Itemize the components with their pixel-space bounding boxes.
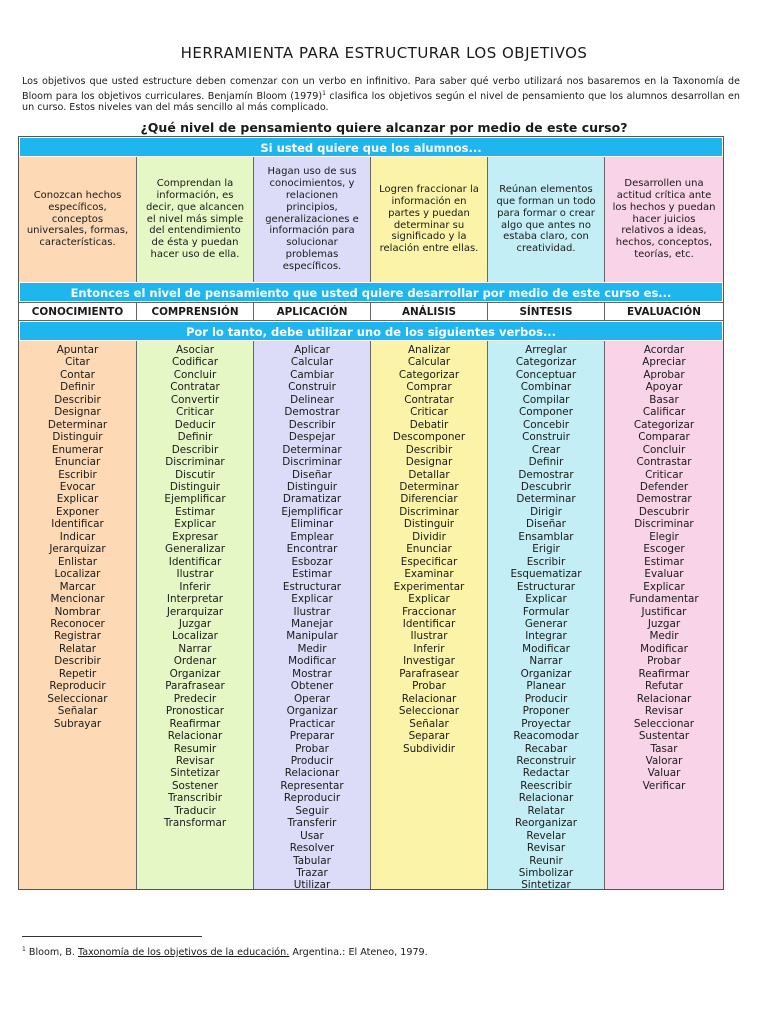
verb-item: Marcar xyxy=(59,580,96,593)
verb-item: Esbozar xyxy=(291,555,333,568)
verb-item: Sustentar xyxy=(638,730,690,743)
verb-item: Repetir xyxy=(58,667,97,680)
verb-item: Construir xyxy=(288,381,336,394)
verb-item: Compilar xyxy=(522,393,570,406)
verb-item: Ejemplificar xyxy=(164,493,226,506)
header-sintesis: SÍNTESIS xyxy=(488,302,605,321)
description-comprension: Comprendan la información, es decir, que alcancen el nivel más simple del entendimiento de ésta y puedan hacer uso de ella. xyxy=(137,157,254,282)
verb-item: Describir xyxy=(405,443,453,456)
verb-item: Revelar xyxy=(526,829,566,842)
verb-item: Integrar xyxy=(525,630,567,643)
verb-item: Manejar xyxy=(291,617,333,630)
verb-item: Formular xyxy=(522,605,570,618)
verb-item: Calcular xyxy=(407,356,451,369)
footnote-author: Bloom, B. xyxy=(25,947,78,959)
verb-item: Relacionar xyxy=(284,767,340,780)
verb-item: Enunciar xyxy=(54,456,101,469)
verb-item: Eliminar xyxy=(290,518,334,531)
guiding-question: ¿Qué nivel de pensamiento quiere alcanzar por medio de este curso? xyxy=(140,120,628,135)
footnote-book-title: Taxonomía de los objetivos de la educación. xyxy=(78,947,290,959)
description-analisis: Logren fraccionar la información en partes y puedan determinar su significado y la relación entre ellas. xyxy=(371,157,488,282)
verb-item: Pronosticar xyxy=(165,705,225,718)
header-aplicacion: APLICACIÓN xyxy=(254,302,371,321)
verb-item: Distinguir xyxy=(52,431,103,444)
verb-item: Modificar xyxy=(288,655,336,668)
footnote-reference: 1 xyxy=(322,89,326,97)
verb-item: Reconocer xyxy=(50,617,105,630)
verb-item: Reproducir xyxy=(49,680,106,693)
verb-item: Asociar xyxy=(175,344,215,356)
verb-item: Concebir xyxy=(522,418,570,431)
verb-item: Arreglar xyxy=(525,344,567,356)
verb-item: Mencionar xyxy=(50,593,105,606)
verb-item: Sintetizar xyxy=(521,879,571,892)
verb-item: Modificar xyxy=(522,642,570,655)
verbs-analisis xyxy=(371,341,488,889)
verb-item: Manipular xyxy=(286,630,338,643)
verb-item: Conceptuar xyxy=(515,368,577,381)
verb-item: Señalar xyxy=(409,717,449,730)
verb-item: Concluir xyxy=(642,443,686,456)
verb-item: Proponer xyxy=(522,705,570,718)
verb-item: Seleccionar xyxy=(47,692,108,705)
verb-item: Elegir xyxy=(649,530,679,543)
verb-item: Explicar xyxy=(525,593,567,606)
verb-item: Emplear xyxy=(290,530,334,543)
verb-item: Explicar xyxy=(174,518,216,531)
verb-item: Aplicar xyxy=(294,344,330,356)
description-evaluacion: Desarrollen una actitud crítica ante los hechos y puedan hacer juicios relativos a ideas, hechos, conceptos, teorías, etc. xyxy=(605,157,723,282)
verb-item: Preparar xyxy=(289,730,335,743)
verb-item: Contratar xyxy=(404,393,454,406)
verb-item: Identificar xyxy=(402,617,456,630)
verb-item: Crear xyxy=(531,443,561,456)
verb-item: Distinguir xyxy=(403,518,455,531)
verb-item: Proyectar xyxy=(521,717,571,730)
verb-item: Enumerar xyxy=(51,443,104,456)
header-analisis: ANÁLISIS xyxy=(371,302,488,321)
verb-item: Erigir xyxy=(532,543,560,556)
verb-item: Debatir xyxy=(409,418,449,431)
verb-item: Escribir xyxy=(526,555,566,568)
verb-item: Organizar xyxy=(286,705,338,718)
description-conocimiento: Conozcan hechos específicos, conceptos universales, formas, características. xyxy=(19,157,137,282)
page-title: HERRAMIENTA PARA ESTRUCTURAR LOS OBJETIVOS xyxy=(180,44,588,62)
verb-item: Comparar xyxy=(638,431,690,444)
intro-paragraph xyxy=(22,76,740,114)
verb-item: Resumir xyxy=(173,742,217,755)
verb-item: Reafirmar xyxy=(638,667,690,680)
verb-item: Redactar xyxy=(522,767,570,780)
verb-item: Relatar xyxy=(527,804,565,817)
verb-item: Categorizar xyxy=(515,356,577,369)
verb-item: Escoger xyxy=(643,543,685,556)
level-header-row xyxy=(19,302,723,321)
verb-item: Estructurar xyxy=(516,580,576,593)
verb-item: Narrar xyxy=(178,642,212,655)
verb-item: Describir xyxy=(54,393,101,406)
verb-item: Relacionar xyxy=(636,692,692,705)
verb-item: Seleccionar xyxy=(398,705,460,718)
verb-item: Explicar xyxy=(291,593,333,606)
verb-row xyxy=(19,341,723,892)
verb-item: Acordar xyxy=(643,344,685,356)
verb-item: Fraccionar xyxy=(402,605,456,618)
verb-item: Registrar xyxy=(53,630,102,643)
verb-item: Organizar xyxy=(520,667,572,680)
verb-item: Exponer xyxy=(56,505,99,518)
verb-item: Jerarquizar xyxy=(49,543,106,556)
verb-item: Practicar xyxy=(289,717,335,730)
verb-item: Codificar xyxy=(172,356,218,369)
verb-item: Jerarquizar xyxy=(166,605,224,618)
verb-item: Predecir xyxy=(173,692,217,705)
verb-item: Basar xyxy=(649,393,679,406)
verb-item: Calificar xyxy=(642,406,686,419)
verb-item: Juzgar xyxy=(178,617,212,630)
verb-item: Localizar xyxy=(54,568,101,581)
verb-item: Estimar xyxy=(292,568,332,581)
verb-item: Apuntar xyxy=(56,344,99,356)
verb-item: Combinar xyxy=(520,381,572,394)
verb-item: Subrayar xyxy=(53,717,102,730)
description-aplicacion: Hagan uso de sus conocimientos, y relacionen principios, generalizaciones e información para solucionar problemas específicos. xyxy=(254,157,371,282)
verb-item: Criticar xyxy=(645,468,683,481)
verb-item: Descomponer xyxy=(392,431,466,444)
verb-item: Inferir xyxy=(413,642,445,655)
verb-item: Ordenar xyxy=(173,655,217,668)
verb-item: Reproducir xyxy=(283,792,341,805)
verb-item: Traducir xyxy=(174,804,216,817)
verb-item: Revisar xyxy=(644,705,684,718)
verb-item: Enlistar xyxy=(57,555,98,568)
verb-item: Definir xyxy=(60,381,95,394)
verbs-conocimiento xyxy=(19,341,137,889)
verb-item: Reafirmar xyxy=(169,717,221,730)
verb-item: Discriminar xyxy=(399,505,459,518)
verb-item: Generar xyxy=(524,617,568,630)
intro-text-part2: clasifica los objetivos según el nivel de pensamiento que los alumnos desarrollan en un curso. Estos niveles van del más sencillo al más complicado. xyxy=(22,90,740,114)
verb-item: Determinar xyxy=(47,418,108,431)
verb-item: Relacionar xyxy=(167,730,223,743)
verb-item: Tasar xyxy=(650,742,678,755)
verb-item: Generalizar xyxy=(165,543,225,556)
verb-item: Definir xyxy=(177,431,213,444)
verb-item: Valorar xyxy=(645,754,683,767)
verb-item: Escribir xyxy=(58,468,97,481)
verb-item: Dramatizar xyxy=(282,493,342,506)
verb-item: Reacomodar xyxy=(513,730,579,743)
verb-item: Discutir xyxy=(175,468,215,481)
verb-item: Explicar xyxy=(643,580,685,593)
verb-item: Definir xyxy=(528,456,564,469)
header-conocimiento: CONOCIMIENTO xyxy=(19,302,137,321)
verb-item: Ilustrar xyxy=(410,630,448,643)
verb-item: Transcribir xyxy=(167,792,223,805)
verb-item: Estimar xyxy=(644,555,684,568)
verb-item: Ensamblar xyxy=(518,530,574,543)
verb-item: Narrar xyxy=(529,655,563,668)
verb-item: Relatar xyxy=(58,642,97,655)
footnote-number: 1 xyxy=(22,946,26,953)
verb-item: Estructurar xyxy=(282,580,342,593)
verb-item: Aprobar xyxy=(643,368,685,381)
verb-item: Medir xyxy=(297,642,327,655)
verb-item: Describir xyxy=(171,443,219,456)
band-thinking-level: Entonces el nivel de pensamiento que usted quiere desarrollar por medio de este curso es... xyxy=(19,282,723,302)
footnote-divider xyxy=(22,936,202,937)
verb-item: Discriminar xyxy=(165,456,225,469)
verb-item: Evaluar xyxy=(644,568,684,581)
verb-item: Transferir xyxy=(287,817,337,830)
verb-item: Defender xyxy=(639,480,689,493)
verb-item: Producir xyxy=(290,754,334,767)
verb-item: Discriminar xyxy=(634,518,694,531)
verb-item: Indicar xyxy=(59,530,96,543)
verb-item: Dirigir xyxy=(530,505,562,518)
verb-item: Investigar xyxy=(403,655,455,668)
verb-item: Transformar xyxy=(163,817,227,830)
bloom-taxonomy-table xyxy=(18,136,724,890)
verb-item: Concluir xyxy=(173,368,217,381)
verb-item: Relacionar xyxy=(518,792,574,805)
verb-item: Interpretar xyxy=(166,593,224,606)
verb-item: Sostener xyxy=(171,779,219,792)
verb-item: Modificar xyxy=(640,642,688,655)
verb-item: Explicar xyxy=(408,593,450,606)
verb-item: Encontrar xyxy=(286,543,338,556)
verb-item: Analizar xyxy=(408,344,450,356)
band-use-verbs: Por lo tanto, debe utilizar uno de los siguientes verbos... xyxy=(19,321,723,341)
footnote-publisher: Argentina.: El Ateneo, 1979. xyxy=(289,947,428,959)
verb-item: Seguir xyxy=(295,804,329,817)
verb-item: Contrastar xyxy=(636,456,692,469)
band-students-want: Si usted quiere que los alumnos... xyxy=(19,137,723,157)
verb-item: Juzgar xyxy=(647,617,681,630)
verb-item: Contratar xyxy=(170,381,220,394)
verb-item: Convertir xyxy=(170,393,220,406)
verb-item: Identificar xyxy=(168,555,222,568)
verb-item: Evocar xyxy=(59,480,96,493)
verb-item: Reescribir xyxy=(520,779,572,792)
verb-item: Simbolizar xyxy=(518,867,574,880)
verb-item: Designar xyxy=(405,456,453,469)
verb-item: Diseñar xyxy=(292,468,332,481)
verb-item: Nombrar xyxy=(54,605,101,618)
verb-item: Utilizar xyxy=(293,879,331,892)
verb-item: Citar xyxy=(65,356,90,369)
verb-item: Inferir xyxy=(179,580,211,593)
verbs-evaluacion xyxy=(605,341,723,889)
verb-item: Ilustrar xyxy=(293,605,331,618)
verb-item: Resolver xyxy=(289,842,335,855)
verb-item: Describir xyxy=(288,418,336,431)
verb-item: Distinguir xyxy=(286,480,338,493)
verb-item: Describir xyxy=(54,655,101,668)
verb-item: Componer xyxy=(519,406,573,419)
verb-item: Criticar xyxy=(410,406,448,419)
verb-item: Determinar xyxy=(399,480,459,493)
verb-item: Identificar xyxy=(51,518,104,531)
verb-item: Demostrar xyxy=(636,493,692,506)
verb-item: Discriminar xyxy=(282,456,342,469)
footnote xyxy=(22,946,428,958)
verb-item: Relacionar xyxy=(401,692,457,705)
verb-item: Criticar xyxy=(176,406,214,419)
verb-item: Señalar xyxy=(57,705,98,718)
verb-item: Probar xyxy=(412,680,446,693)
verb-item: Planear xyxy=(526,680,566,693)
verb-item: Detallar xyxy=(408,468,450,481)
description-sintesis: Reúnan elementos que forman un todo para formar o crear algo que antes no estaba claro, con creatividad. xyxy=(488,157,605,282)
verbs-sintesis xyxy=(488,341,605,892)
verb-item: Trazar xyxy=(296,867,328,880)
verb-item: Reunir xyxy=(529,854,563,867)
verb-item: Demostrar xyxy=(518,468,574,481)
verb-item: Deducir xyxy=(174,418,216,431)
verb-item: Reorganizar xyxy=(514,817,578,830)
verb-item: Tabular xyxy=(293,854,331,867)
verb-item: Parafrasear xyxy=(399,667,459,680)
description-row xyxy=(19,157,723,282)
verb-item: Construir xyxy=(522,431,570,444)
verb-item: Designar xyxy=(54,406,101,419)
verb-item: Especificar xyxy=(400,555,458,568)
verb-item: Delinear xyxy=(290,393,334,406)
verb-item: Apoyar xyxy=(645,381,683,394)
verb-item: Dividir xyxy=(412,530,446,543)
verb-item: Esquematizar xyxy=(510,568,582,581)
verb-item: Diseñar xyxy=(526,518,566,531)
verb-item: Usar xyxy=(300,829,324,842)
verbs-aplicacion xyxy=(254,341,371,892)
verb-item: Medir xyxy=(649,630,679,643)
verb-item: Examinar xyxy=(404,568,454,581)
verb-item: Estimar xyxy=(175,505,215,518)
verb-item: Valuar xyxy=(647,767,681,780)
verbs-comprension xyxy=(137,341,254,889)
verb-item: Justificar xyxy=(641,605,687,618)
verb-item: Reconstruir xyxy=(516,754,576,767)
header-comprension: COMPRENSIÓN xyxy=(137,302,254,321)
verb-item: Calcular xyxy=(290,356,334,369)
verb-item: Ejemplificar xyxy=(281,505,343,518)
verb-item: Descubrir xyxy=(638,505,690,518)
verb-item: Mostrar xyxy=(292,667,332,680)
verb-item: Despejar xyxy=(288,431,336,444)
verb-item: Categorizar xyxy=(633,418,695,431)
intro-text-part1: Los objetivos que usted estructure deben comenzar con un verbo en infinitivo. Para saber qué verbo utilizará nos basaremos en la Taxonomía de Bloom para los objetivos curriculares. Benjamín Bloom (1979) xyxy=(22,76,740,102)
verb-item: Ilustrar xyxy=(176,568,214,581)
verb-item: Diferenciar xyxy=(400,493,458,506)
verb-item: Seleccionar xyxy=(633,717,695,730)
verb-item: Explicar xyxy=(56,493,99,506)
verb-item: Obtener xyxy=(290,680,334,693)
verb-item: Probar xyxy=(647,655,681,668)
verb-item: Determinar xyxy=(516,493,576,506)
verb-item: Comprar xyxy=(406,381,452,394)
verb-item: Sintetizar xyxy=(170,767,220,780)
verb-item: Localizar xyxy=(172,630,218,643)
verb-item: Verificar xyxy=(642,779,686,792)
verb-item: Producir xyxy=(524,692,568,705)
verb-item: Distinguir xyxy=(169,480,221,493)
verb-item: Parafrasear xyxy=(165,680,225,693)
verb-item: Representar xyxy=(280,779,344,792)
verb-item: Organizar xyxy=(169,667,221,680)
verb-item: Recabar xyxy=(524,742,568,755)
verb-item: Fundamentar xyxy=(629,593,699,606)
verb-item: Separar xyxy=(408,730,450,743)
verb-item: Determinar xyxy=(282,443,342,456)
verb-item: Revisar xyxy=(526,842,566,855)
verb-item: Categorizar xyxy=(398,368,460,381)
verb-item: Operar xyxy=(293,692,331,705)
verb-item: Contar xyxy=(60,368,95,381)
verb-item: Revisar xyxy=(175,754,215,767)
verb-item: Enunciar xyxy=(406,543,452,556)
verb-item: Expresar xyxy=(172,530,218,543)
header-evaluacion: EVALUACIÓN xyxy=(605,302,723,321)
verb-item: Refutar xyxy=(644,680,684,693)
verb-item: Descubrir xyxy=(520,480,572,493)
verb-item: Subdividir xyxy=(402,742,456,755)
verb-item: Demostrar xyxy=(284,406,340,419)
verb-item: Experimentar xyxy=(393,580,465,593)
verb-item: Apreciar xyxy=(642,356,686,369)
verb-item: Cambiar xyxy=(290,368,334,381)
verb-item: Probar xyxy=(295,742,329,755)
